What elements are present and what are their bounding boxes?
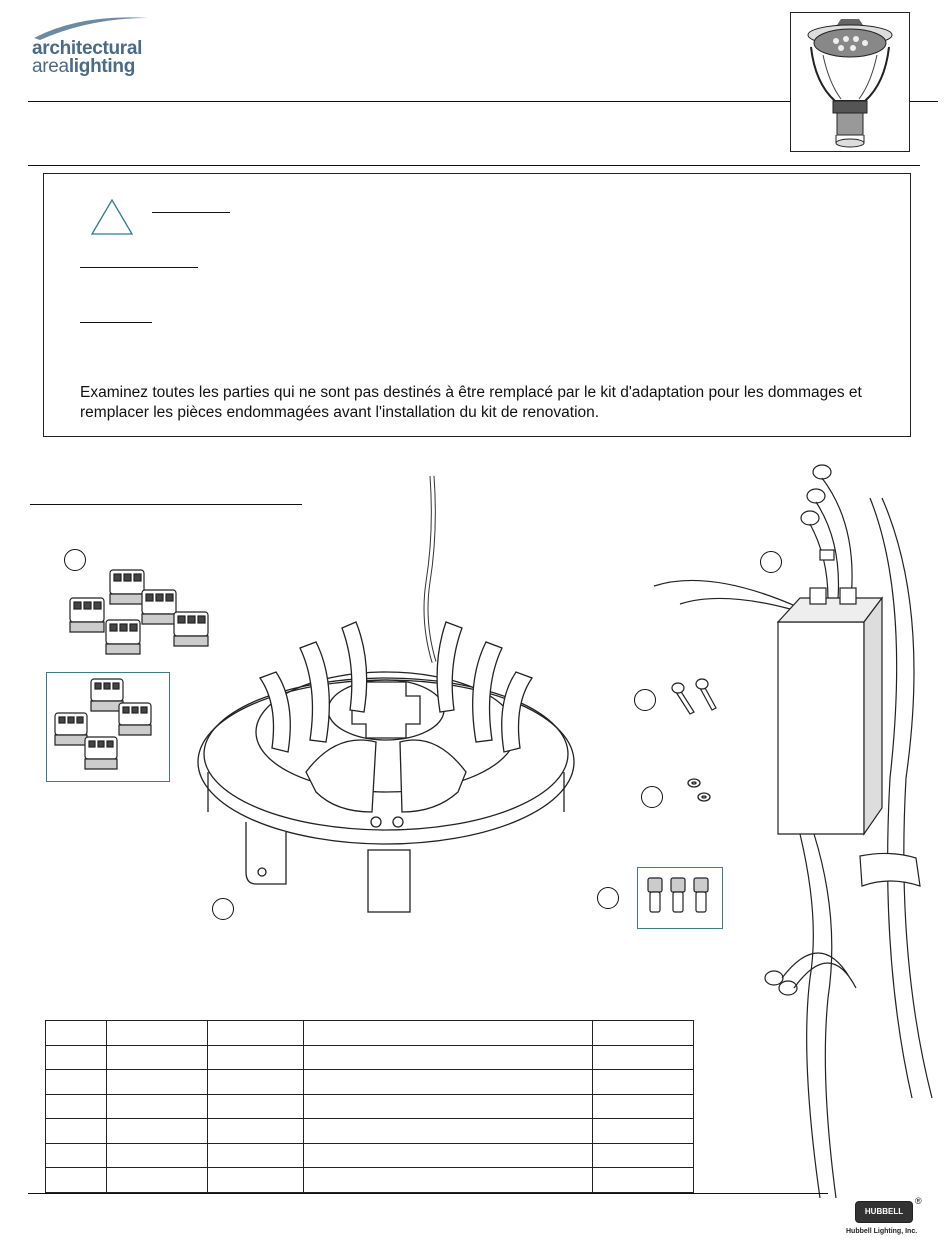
hubbell-logo-badge: HUBBELL [855,1201,913,1223]
warning-notice-box [43,173,911,437]
header-rule-bottom [28,165,920,166]
parts-list-table [45,1020,694,1193]
table-header-row [46,1021,694,1046]
table-row [46,1094,694,1119]
post-top-luminaire-illustration [791,13,909,151]
logo-text-arealighting: arealighting [32,56,136,77]
warning-heading-blank [152,212,230,213]
registered-mark: ® [915,1196,922,1206]
table-row [46,1143,694,1168]
hubbell-caption: Hubbell Lighting, Inc. [846,1228,918,1235]
table-row [46,1045,694,1070]
product-image-box [790,12,910,152]
inspection-instructions: Examinez toutes les parties qui ne sont pas destinés à être remplacé par le kit d'adaptation pour les dommages et remplacer les pièces endommagées avant l'installation du kit de renovation. [80,384,862,421]
logo-text-architectural: architectural [32,38,143,59]
notice-blank-line-1 [80,267,198,268]
table-row [46,1168,694,1193]
callout-circle-wire-nuts [597,887,619,909]
warning-triangle-icon [90,198,134,236]
led-driver-illustration [650,458,946,1218]
connectors-detail-thumbnail [46,672,170,782]
led-module-heatsink-illustration [196,472,586,917]
table-row [46,1070,694,1095]
connectors-detail-illustration [47,673,169,781]
table-row [46,1119,694,1144]
notice-blank-line-2 [80,322,152,323]
footer-rule [28,1193,828,1194]
